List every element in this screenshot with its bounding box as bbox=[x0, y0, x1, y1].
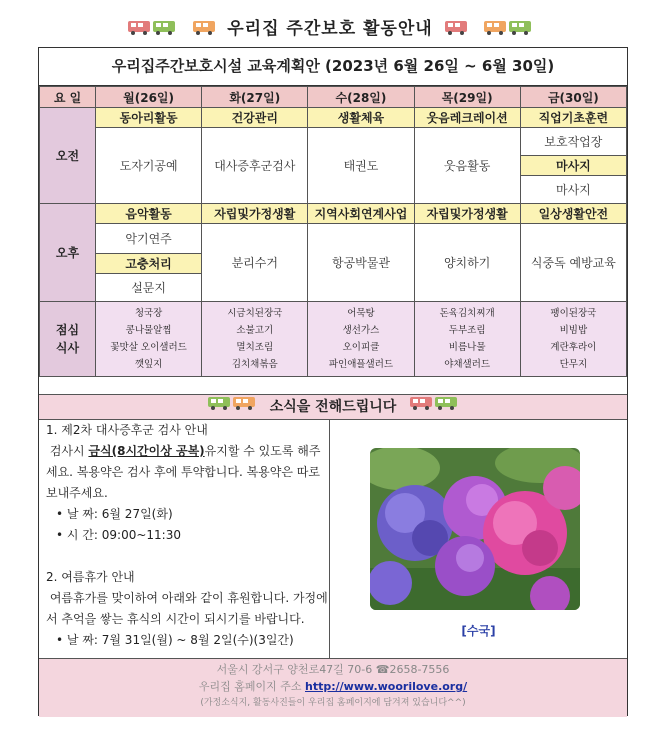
footer-homepage bbox=[39, 678, 627, 695]
afternoon-activity: 양치하기 bbox=[414, 224, 520, 302]
morning-cat: 동아리활동 bbox=[96, 108, 202, 128]
bus-icon bbox=[127, 18, 177, 41]
morning-label: 오전 bbox=[40, 108, 96, 204]
morning-cat-row bbox=[40, 108, 627, 128]
footer bbox=[39, 658, 627, 717]
afternoon-cat-row bbox=[40, 204, 627, 224]
morning-extra-cat: 마사지 bbox=[520, 156, 626, 176]
afternoon-cat: 자립및가정생활 bbox=[202, 204, 308, 224]
morning-activity: 보호작업장 bbox=[520, 128, 626, 156]
meal-row bbox=[40, 302, 627, 377]
bus-icon bbox=[483, 18, 533, 41]
news-item1-body: 검사시 금식(8시간이상 공복)유지할 수 있도록 해주세요. 복용약은 검사 후에 투약합니다. 복용약은 따로 보내주세요. bbox=[46, 444, 321, 500]
afternoon-extra-activity: 설문지 bbox=[96, 274, 202, 302]
footer-address: 서울시 강서구 양천로47길 70-6 ☎2658-7556 bbox=[216, 663, 450, 676]
meal-label-line1: 점심 bbox=[55, 323, 80, 337]
meal-menu-tue: 시금치된장국 소불고기 멸치조림 김치채볶음 bbox=[202, 302, 308, 377]
day-mon: 월(26일) bbox=[96, 87, 202, 108]
morning-cat: 생활체육 bbox=[308, 108, 414, 128]
morning-cat: 웃음레크레이션 bbox=[414, 108, 520, 128]
bus-icon bbox=[409, 395, 459, 419]
morning-activity: 웃음활동 bbox=[414, 128, 520, 204]
morning-activity: 대사증후군검사 bbox=[202, 128, 308, 204]
news-item1-date: • 날 짜: 6월 27일(화) bbox=[56, 507, 173, 521]
meal-menu-wed: 어묵탕 생선가스 오이피클 파인애플샐러드 bbox=[308, 302, 414, 377]
news-item2-body: 여름휴가를 맞이하여 아래와 같이 휴원합니다. 가정에서 추억을 쌓는 휴식의 시간이 되시기를 바랍니다. bbox=[46, 591, 328, 626]
plan-title: 우리집주간보호시설 교육계획안 (2023년 6월 26일 ~ 6월 30일) bbox=[38, 47, 628, 86]
page-title: 우리집 주간보호 활동안내 bbox=[227, 19, 433, 39]
news-item2-title: 2. 여름휴가 안내 bbox=[46, 570, 135, 584]
day-thu: 목(29일) bbox=[414, 87, 520, 108]
meal-menu-mon: 청국장 콩나물알찜 꽃맛살 오이샐러드 깻잎지 bbox=[96, 302, 202, 377]
hydrangea-photo bbox=[370, 448, 580, 610]
morning-activity: 도자기공예 bbox=[96, 128, 202, 204]
day-label: 요 일 bbox=[40, 87, 96, 108]
morning-extra-activity: 마사지 bbox=[520, 176, 626, 204]
day-tue: 화(27일) bbox=[202, 87, 308, 108]
afternoon-cat: 음악활동 bbox=[96, 204, 202, 224]
news-item1-time: • 시 간: 09:00~11:30 bbox=[56, 528, 181, 542]
day-fri: 금(30일) bbox=[520, 87, 626, 108]
afternoon-activity: 악기연주 bbox=[96, 224, 202, 254]
afternoon-label: 오후 bbox=[40, 204, 96, 302]
meal-label bbox=[40, 302, 96, 377]
meal-menu-thu: 돈육김치찌개 두부조림 비름나물 야채샐러드 bbox=[414, 302, 520, 377]
morning-cat: 건강관리 bbox=[202, 108, 308, 128]
news-content bbox=[46, 420, 328, 651]
news-title: 소식을 전해드립니다 bbox=[269, 399, 397, 415]
news-header bbox=[39, 394, 627, 420]
bus-icon bbox=[444, 18, 468, 41]
bus-icon bbox=[207, 395, 257, 419]
news-item1-title: 1. 제2차 대사증후군 검사 안내 bbox=[46, 423, 208, 437]
meal-menu-fri: 팽이된장국 비빔밥 계란후라이 단무지 bbox=[520, 302, 626, 377]
morning-act-row bbox=[40, 128, 627, 156]
homepage-link[interactable]: http://www.woorilove.org/ bbox=[305, 680, 468, 693]
afternoon-activity: 분리수거 bbox=[202, 224, 308, 302]
photo-caption: [수국] bbox=[461, 624, 496, 638]
schedule-table bbox=[39, 86, 627, 377]
morning-cat: 직업기초훈련 bbox=[520, 108, 626, 128]
morning-activity: 태권도 bbox=[308, 128, 414, 204]
bus-icon bbox=[192, 18, 216, 41]
day-wed: 수(28일) bbox=[308, 87, 414, 108]
day-header-row bbox=[40, 87, 627, 108]
afternoon-cat: 지역사회연계사업 bbox=[308, 204, 414, 224]
afternoon-act-row bbox=[40, 224, 627, 254]
afternoon-activity: 항공박물관 bbox=[308, 224, 414, 302]
meal-label-line2: 식사 bbox=[55, 341, 80, 355]
page-header bbox=[0, 14, 660, 41]
news-item2-date: • 날 짜: 7월 31일(월) ~ 8월 2일(수)(3일간) bbox=[56, 633, 294, 647]
afternoon-cat: 일상생활안전 bbox=[520, 204, 626, 224]
footer-note: (가정소식지, 활동사진들이 우리집 홈페이지에 담겨져 있습니다^^) bbox=[200, 698, 466, 708]
afternoon-activity: 식중독 예방교육 bbox=[520, 224, 626, 302]
fasting-emphasis: 금식(8시간이상 공복) bbox=[88, 444, 205, 458]
afternoon-extra-cat: 고충처리 bbox=[96, 254, 202, 274]
homepage-label: 우리집 홈페이지 주소 bbox=[198, 680, 302, 693]
afternoon-cat: 자립및가정생활 bbox=[414, 204, 520, 224]
